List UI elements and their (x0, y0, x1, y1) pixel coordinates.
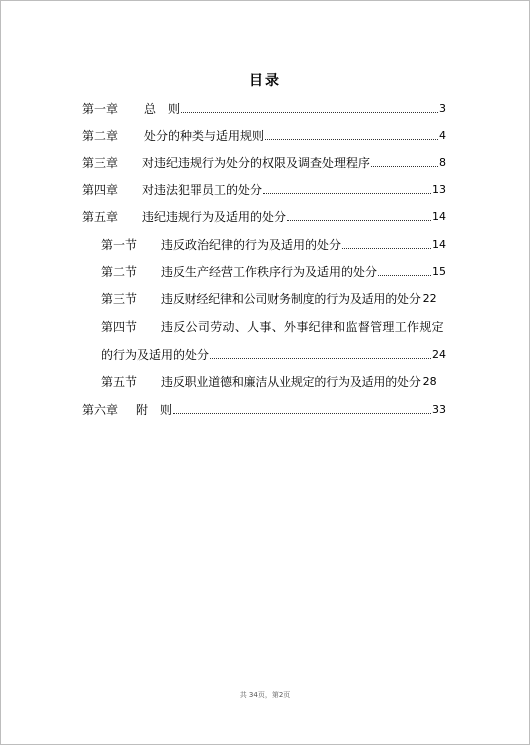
toc-entry-page: 22 (422, 292, 437, 305)
toc-entry-number: 第四节 (101, 320, 138, 334)
toc-entry-page: 28 (422, 375, 437, 388)
toc-entry-page: 24 (432, 348, 446, 361)
toc-entry-section-3[interactable] (101, 292, 446, 306)
toc-entry-chapter-5[interactable] (82, 210, 446, 224)
toc-entry-page: 8 (439, 156, 446, 169)
toc-entry-number: 第二章 (82, 129, 119, 143)
toc-entry-number: 第三章 (82, 156, 119, 170)
toc-entry-label: 违反公司劳动、人事、外事纪律和监督管理工作规定 (161, 320, 444, 334)
toc-leader-dots (265, 139, 438, 140)
toc-entry-number: 第一章 (82, 102, 119, 116)
toc-entry-page: 33 (432, 403, 446, 416)
toc-entry-chapter-4[interactable] (82, 183, 446, 197)
toc-leader-dots (263, 193, 431, 194)
toc-leader-dots (181, 112, 438, 113)
toc-entry-label: 对违纪违规行为处分的权限及调查处理程序 (142, 156, 371, 170)
toc-entry-label: 违纪违规行为及适用的处分 (142, 210, 287, 224)
toc-entry-number: 第三节 (101, 292, 138, 306)
toc-entry-chapter-6[interactable] (82, 403, 446, 417)
toc-entry-chapter-2[interactable] (82, 129, 446, 143)
toc-entry-page: 15 (432, 265, 446, 278)
toc-entry-page: 13 (432, 183, 446, 196)
toc-entry-number: 第五节 (101, 375, 138, 389)
toc-entry-section-5[interactable] (101, 375, 446, 389)
page-footer: 共 34页，第2页 (239, 691, 291, 699)
toc-entry-label: 对违法犯罪员工的处分 (142, 183, 263, 197)
toc-entry-number: 第六章 (82, 403, 119, 417)
toc-leader-dots (342, 248, 431, 249)
toc-entry-label: 处分的种类与适用规则 (144, 129, 265, 143)
toc-entry-label: 总 则 (144, 102, 181, 116)
toc-leader-dots (287, 220, 431, 221)
toc-entry-section-4[interactable] (101, 320, 446, 334)
toc-entry-number: 第一节 (101, 238, 138, 252)
toc-entry-label: 违反财经纪律和公司财务制度的行为及适用的处分 (161, 292, 421, 306)
toc-leader-dots (210, 358, 431, 359)
toc-entry-number: 第二节 (101, 265, 138, 279)
toc-entry-chapter-1[interactable] (82, 102, 446, 116)
toc-entry-section-1[interactable] (101, 238, 446, 252)
toc-entry-page: 3 (439, 102, 446, 115)
toc-entry-label: 违反生产经营工作秩序行为及适用的处分 (161, 265, 378, 279)
toc-entry-page: 14 (432, 238, 446, 251)
toc-entry-page: 14 (432, 210, 446, 223)
toc-entry-chapter-3[interactable] (82, 156, 446, 170)
toc-leader-dots (378, 275, 431, 276)
toc-entry-number: 第五章 (82, 210, 119, 224)
toc-entry-number: 第四章 (82, 183, 119, 197)
toc-entry-section-2[interactable] (101, 265, 446, 279)
toc-title: 目录 (249, 73, 281, 89)
toc-leader-dots (173, 413, 431, 414)
toc-entry-section-4-continued[interactable] (101, 348, 446, 362)
toc-entry-label: 违反职业道德和廉洁从业规定的行为及适用的处分 (161, 375, 421, 389)
toc-entry-label-continued: 的行为及适用的处分 (101, 348, 210, 362)
toc-leader-dots (371, 166, 438, 167)
toc-entry-label: 附 则 (136, 403, 173, 417)
toc-entry-page: 4 (439, 129, 446, 142)
toc-entry-label: 违反政治纪律的行为及适用的处分 (161, 238, 342, 252)
